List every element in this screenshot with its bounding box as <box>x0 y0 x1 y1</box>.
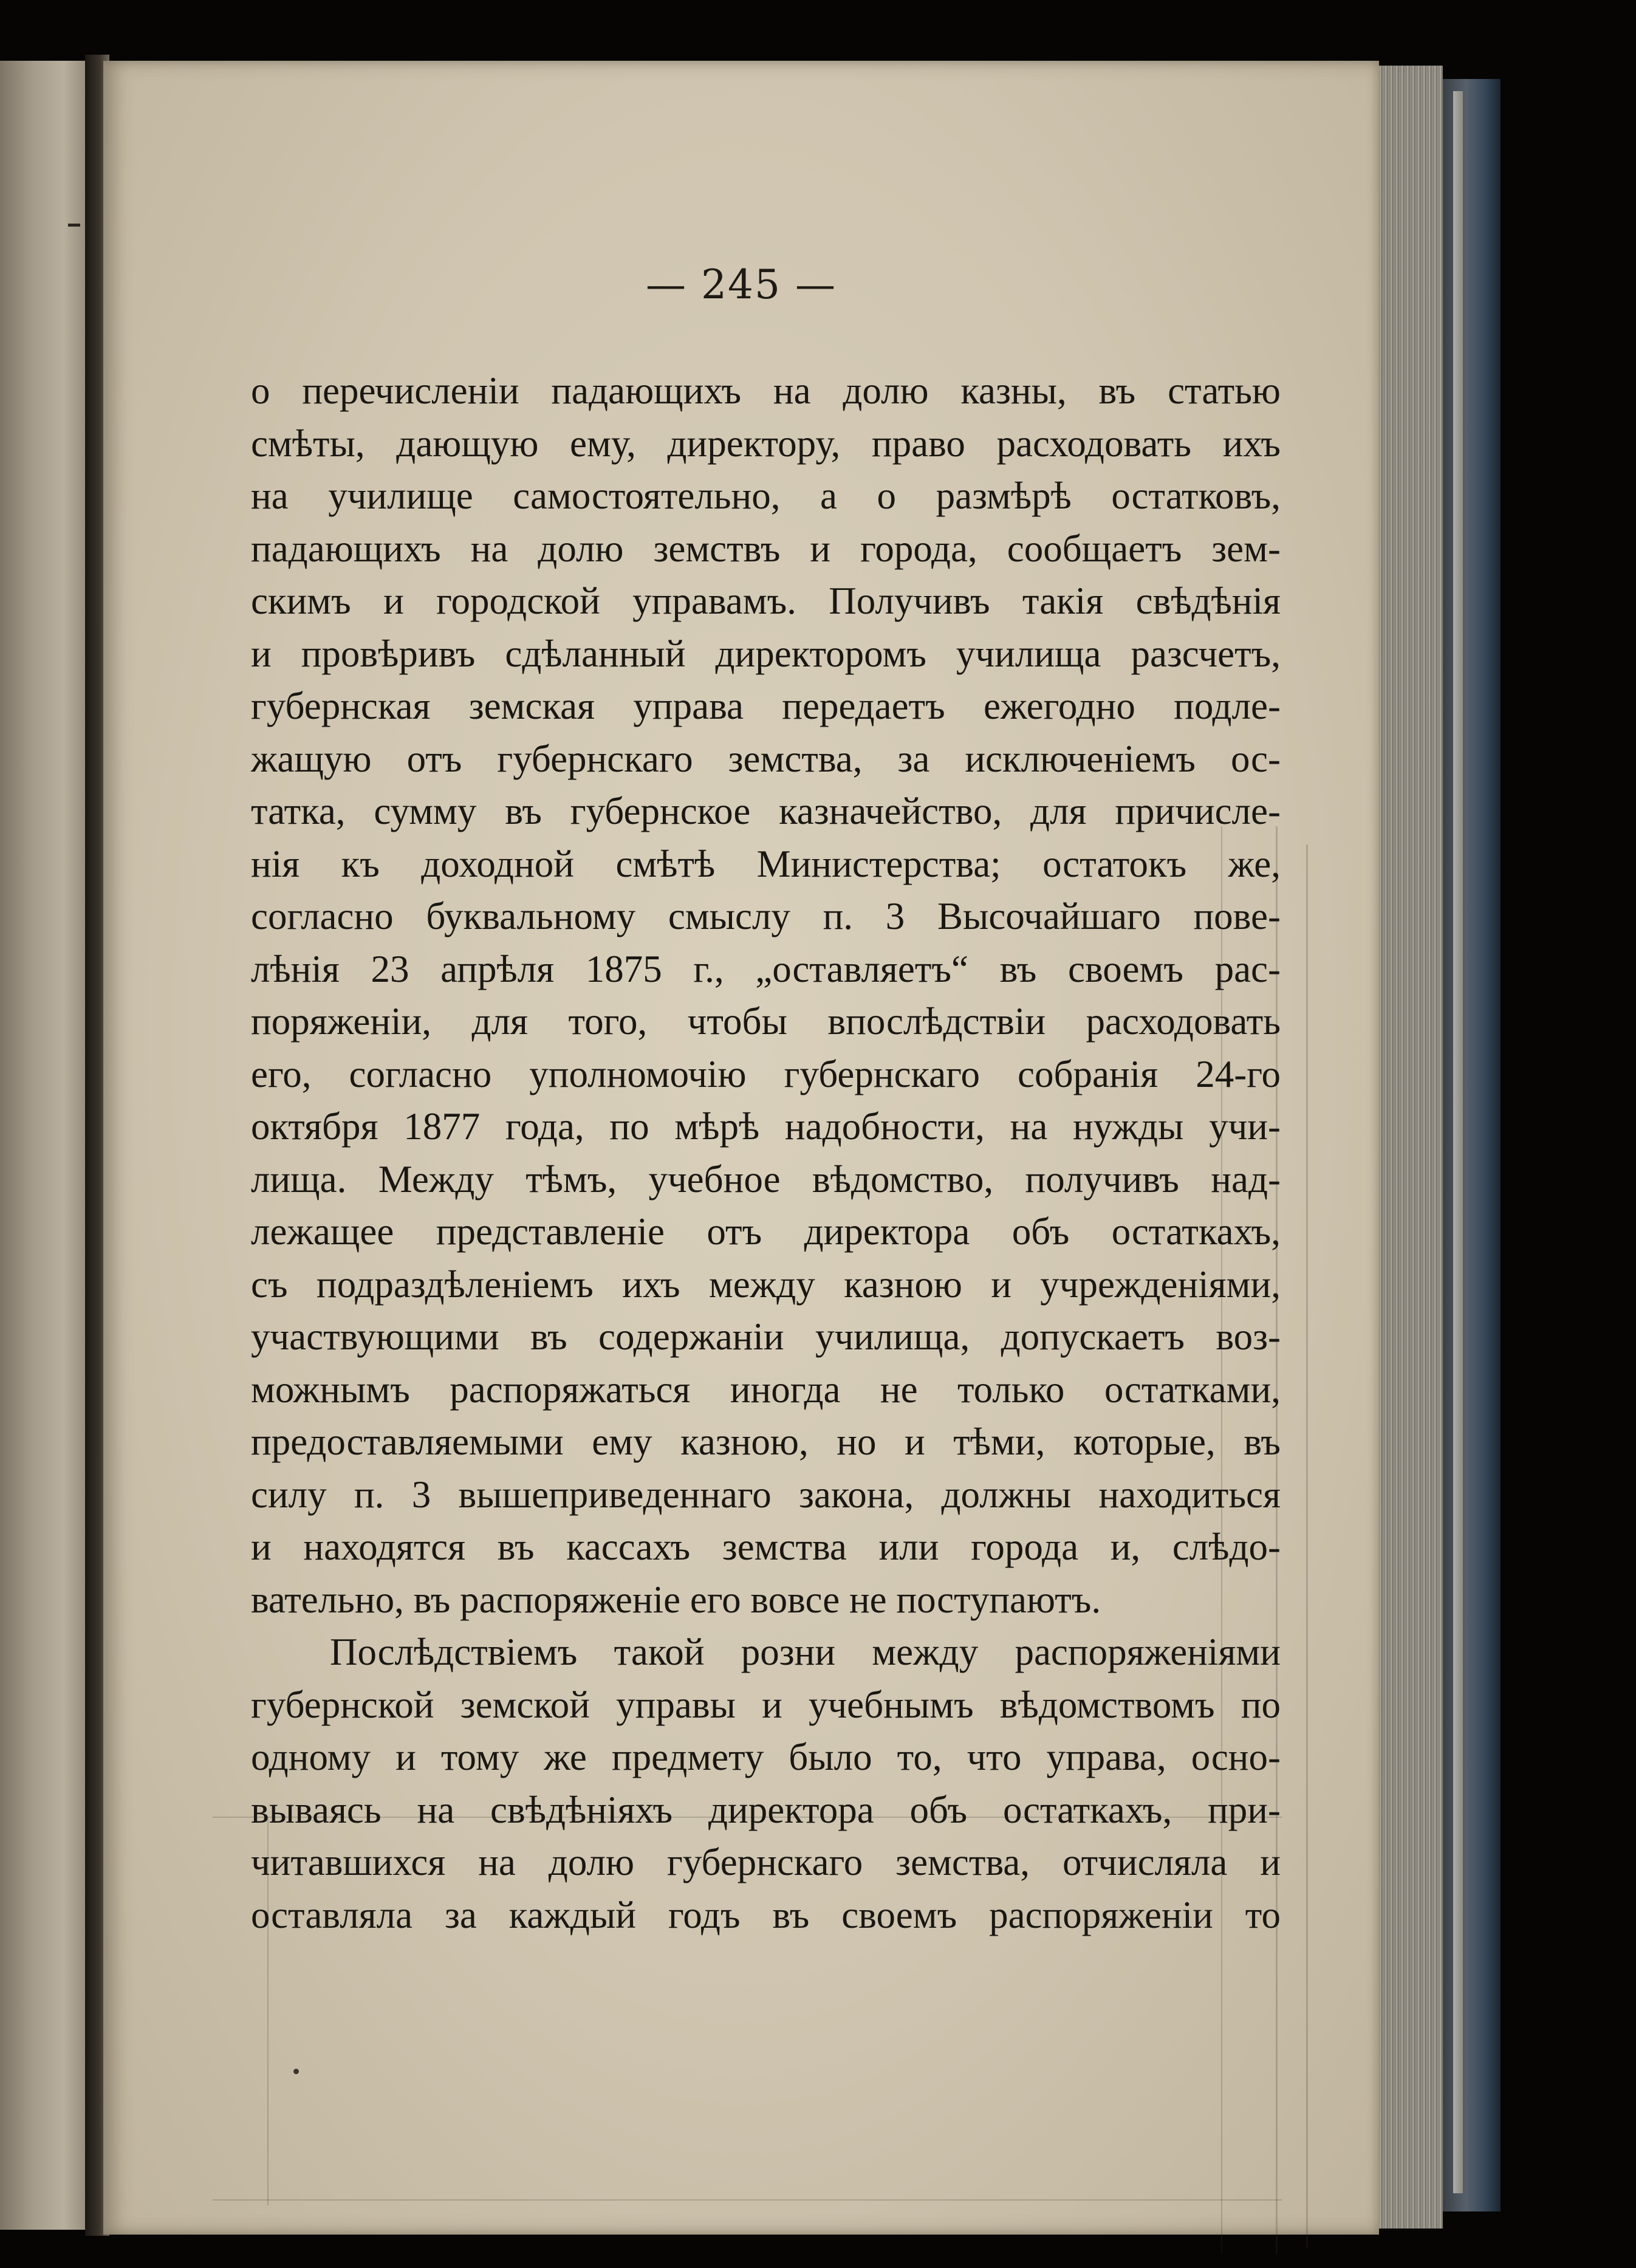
text-line: скимъ и городской управамъ. Получивъ такія свѣдѣнія <box>251 580 1281 622</box>
text-line: жащую отъ губернскаго земства, за исключеніемъ ос- <box>251 737 1281 780</box>
cover-edge-highlight <box>1453 91 1463 2193</box>
text-line: его, согласно уполномочію губернскаго собранія 24-го <box>251 1052 1281 1095</box>
text-line: одному и тому же предмету было то, что управа, осно- <box>251 1736 1281 1778</box>
body-text <box>251 365 1281 1941</box>
text-line: согласно буквальному смыслу п. 3 Высочайшаго пове- <box>251 895 1281 937</box>
text-line: лѣнія 23 апрѣля 1875 г., „оставляетъ“ въ своемъ рас- <box>251 947 1281 990</box>
text-line: и находятся въ кассахъ земства или города и, слѣдо- <box>251 1526 1281 1568</box>
text-line: силу п. 3 вышеприведеннаго закона, должны находиться <box>251 1473 1281 1516</box>
text-line: губернской земской управы и учебнымъ вѣдомствомъ по <box>251 1683 1281 1726</box>
text-line: участвующими въ содержаніи училища, допускаетъ воз- <box>251 1315 1281 1358</box>
page-mark <box>68 224 80 227</box>
text-line: татка, сумму въ губернское казначейство, для причисле- <box>251 790 1281 832</box>
text-line-paragraph-start: Послѣдствіемъ такой розни между распоряженіями <box>330 1631 1281 1673</box>
text-line: октября 1877 года, по мѣрѣ надобности, на нужды учи- <box>251 1105 1281 1148</box>
page-block-edges <box>1376 66 1443 2229</box>
text-line: читавшихся на долю губернскаго земства, отчисляла и <box>251 1841 1281 1883</box>
text-line: на училище самостоятельно, а о размѣрѣ остатковъ, <box>251 474 1281 517</box>
text-line: съ подраздѣленіемъ ихъ между казною и учрежденіями, <box>251 1262 1281 1306</box>
text-line: губернская земская управа передаетъ ежегодно подле- <box>251 685 1281 727</box>
text-line: падающихъ на долю земствъ и города, сообщаетъ зем- <box>251 527 1281 570</box>
page-number: — 245 — <box>646 261 837 308</box>
book-cover-edge <box>1443 79 1501 2211</box>
text-line: лища. Между тѣмъ, учебное вѣдомство, получивъ над- <box>251 1157 1281 1201</box>
text-line: вательно, въ распоряженіе его вовсе не поступаютъ. <box>251 1578 1101 1621</box>
ink-speck <box>293 2069 299 2074</box>
text-line: поряженіи, для того, чтобы впослѣдствіи расходовать <box>251 1000 1281 1043</box>
text-line: можнымъ распоряжаться иногда не только остатками, <box>251 1368 1281 1411</box>
book-page <box>103 61 1379 2235</box>
text-line: оставляла за каждый годъ въ своемъ распоряженіи то <box>251 1893 1281 1936</box>
text-line: предоставляемыми ему казною, но и тѣми, которые, въ <box>251 1420 1281 1463</box>
text-line: и провѣривъ сдѣланный директоромъ училища разсчетъ, <box>251 632 1281 675</box>
text-line: вываясь на свѣдѣніяхъ директора объ остаткахъ, при- <box>251 1788 1281 1831</box>
text-line: о перечисленіи падающихъ на долю казны, въ статью <box>251 369 1281 412</box>
text-line: лежащее представленіе отъ директора объ остаткахъ, <box>251 1210 1281 1253</box>
text-line: смѣты, дающую ему, директору, право расходовать ихъ <box>251 422 1281 465</box>
previous-page-edge <box>0 61 91 2230</box>
text-line: нія къ доходной смѣтѣ Министерства; остатокъ же, <box>251 842 1281 885</box>
